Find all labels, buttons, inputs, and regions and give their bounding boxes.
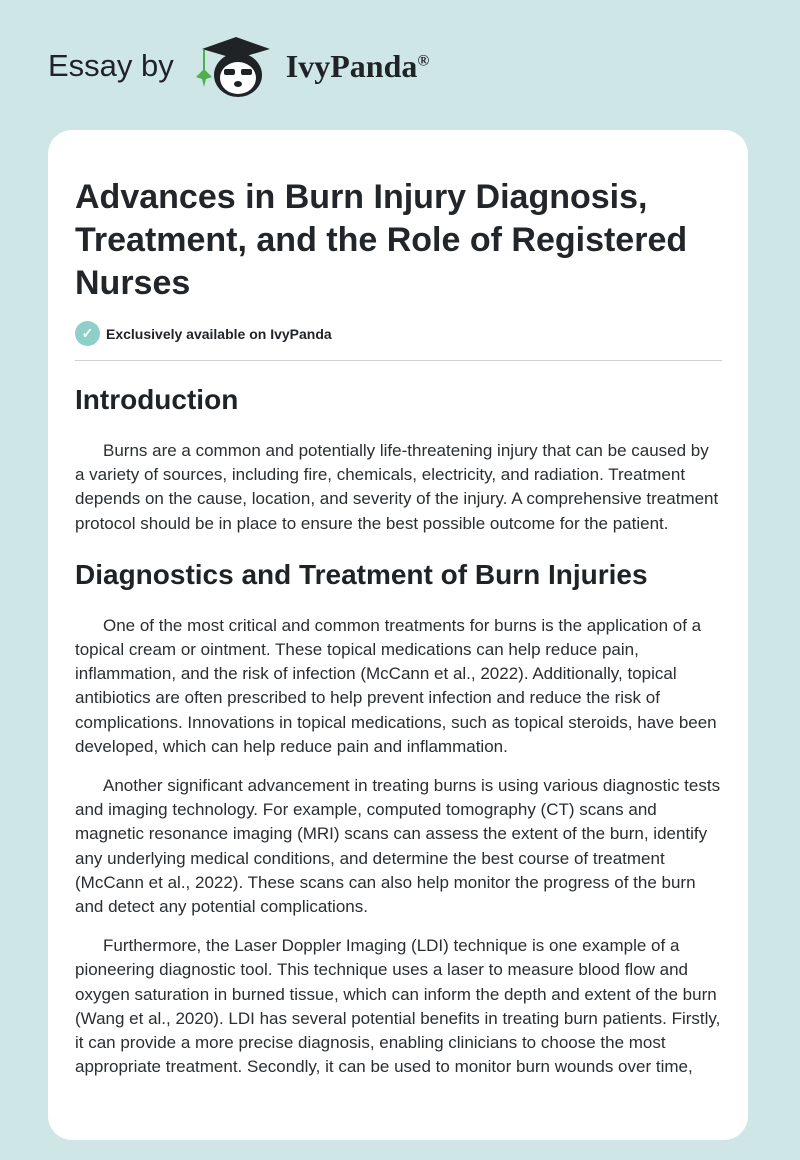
site-header xyxy=(48,36,429,96)
paragraph: Burns are a common and potentially life-threatening injury that can be caused by a variety of sources, including fire, chemicals, electricity, and radiation. Treatment depends on the cause, location, and severity of the injury. A comprehensive treatment protocol should be in place to ensure the best possible outcome for the patient. xyxy=(75,441,719,533)
paragraph: Furthermore, the Laser Doppler Imaging (LDI) technique is one example of a pioneering diagnostic tool. This technique uses a laser to measure blood flow and oxygen saturation in burned tissue, which can inform the depth and extent of the burn (Wang et al., 2020). LDI has several potential benefits in treating burn patients. Firstly, it can provide a more precise diagnosis, enabling clinicians to choose the most appropriate treatment. Secondly, it can be used to monitor burn wounds over time, xyxy=(75,936,721,1077)
exclusive-badge xyxy=(75,321,722,346)
section-heading: Diagnostics and Treatment of Burn Injuries xyxy=(75,558,648,590)
essay-title: Advances in Burn Injury Diagnosis, Treatment, and the Role of Registered Nurses xyxy=(75,178,688,302)
paragraph: One of the most critical and common treatments for burns is the application of a topical cream or ointment. These topical medications can help reduce pain, inflammation, and the risk of infection (McCann et al., 2022). Additionally, topical antibiotics are often prescribed to help prevent infection and reduce the risk of complications. Innovations in topical medications, such as topical steroids, have been developed, which can help reduce pain and inflammation. xyxy=(75,615,717,756)
ivypanda-logo-icon[interactable] xyxy=(192,33,280,99)
check-icon: ✓ xyxy=(75,321,100,346)
section-heading: Introduction xyxy=(75,384,239,415)
paragraph: Another significant advancement in treating burns is using various diagnostic tests and imaging technology. For example, computed tomography (CT) scans and magnetic resonance imaging (MRI) scans can assess the extent of the burn, identify any underlying medical conditions, and determine the best course of treatment (McCann et al., 2022). These scans can also help monitor the progress of the burn and detect any potential complications. xyxy=(75,776,721,917)
badge-label: Exclusively available on IvyPanda xyxy=(106,325,332,342)
divider xyxy=(75,360,722,361)
essay-card xyxy=(48,130,748,1140)
brand-name: IvyPanda® xyxy=(285,47,430,84)
essay-by-label: Essay by xyxy=(48,48,174,83)
